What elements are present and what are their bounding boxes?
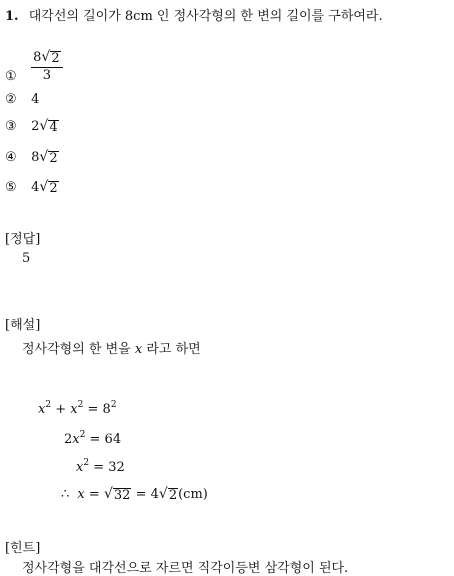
eq-exponent: 2: [77, 400, 84, 410]
option-4[interactable]: [5, 150, 59, 167]
option-number: ①: [5, 68, 17, 84]
radical: √ 2: [41, 49, 60, 66]
radicand: 32: [113, 488, 131, 503]
eq-rhs: 32: [108, 460, 125, 475]
option-number: ⑤: [5, 180, 17, 195]
radicand: 2: [168, 488, 178, 503]
option-coefficient: 4: [31, 180, 40, 195]
option-3[interactable]: [5, 119, 59, 136]
hint-label: [힌트]: [5, 541, 41, 556]
eq-var: x: [77, 487, 85, 502]
eq-coefficient: 4: [150, 487, 159, 502]
eq-operator: +: [55, 402, 67, 417]
intro-variable: x: [134, 342, 143, 357]
eq-equals: =: [87, 402, 99, 417]
eq-rhs: 64: [104, 432, 122, 447]
radical: √ 32: [103, 486, 131, 503]
option-coefficient: 2: [31, 119, 40, 134]
radicand: 2: [49, 181, 58, 196]
eq-var: x: [70, 402, 78, 417]
option-number: ②: [5, 92, 17, 107]
explanation-label: [해설]: [5, 318, 41, 333]
eq-exponent: 2: [83, 458, 90, 468]
option-fraction: [31, 50, 62, 83]
option-value: 4: [31, 92, 40, 107]
equation-4: [61, 487, 208, 504]
eq-rhs: 8: [102, 402, 111, 417]
option-1[interactable]: [5, 50, 63, 83]
equation-3: [76, 460, 125, 475]
radicand: 4: [49, 120, 58, 135]
radical: √ 2: [39, 149, 58, 166]
eq-equals: =: [135, 487, 147, 502]
radical: √ 4: [39, 118, 58, 135]
radical: √ 2: [158, 486, 178, 503]
intro-text: 정사각형의 한 변을: [22, 342, 131, 357]
radicand: 2: [51, 51, 60, 66]
hint-text: 정사각형을 대각선으로 자르면 직각이등변 삼각형이 된다.: [22, 561, 349, 576]
option-5[interactable]: [5, 180, 59, 197]
fraction-coefficient: 8: [33, 50, 42, 65]
eq-var: x: [38, 402, 46, 417]
answer-label: [정답]: [5, 232, 41, 247]
question-number: 1.: [5, 9, 19, 24]
eq-equals: =: [88, 487, 100, 502]
intro-text-end: 라고 하면: [146, 342, 201, 357]
option-coefficient: 8: [31, 150, 40, 165]
eq-exponent: 2: [79, 430, 86, 440]
radicand: 2: [49, 151, 58, 166]
option-number: ④: [5, 150, 17, 165]
eq-exponent: 2: [45, 400, 52, 410]
eq-equals: =: [89, 432, 101, 447]
eq-coefficient: 2: [64, 432, 73, 447]
eq-equals: =: [93, 460, 105, 475]
equation-2: [64, 432, 121, 447]
option-2[interactable]: [5, 92, 39, 107]
radical: √ 2: [39, 179, 58, 196]
explanation-intro: [22, 338, 201, 357]
eq-var: x: [72, 432, 80, 447]
eq-unit: (cm): [178, 487, 208, 502]
question-text: 대각선의 길이가 8cm 인 정사각형의 한 변의 길이를 구하여라.: [28, 9, 383, 24]
fraction-denominator: 3: [42, 67, 52, 83]
eq-exponent: 2: [110, 400, 117, 410]
question: [5, 5, 383, 24]
eq-var: x: [76, 460, 84, 475]
therefore-symbol: ∴: [61, 487, 70, 502]
answer-value: 5: [22, 251, 31, 266]
equation-1: [38, 402, 117, 417]
option-number: ③: [5, 119, 17, 134]
